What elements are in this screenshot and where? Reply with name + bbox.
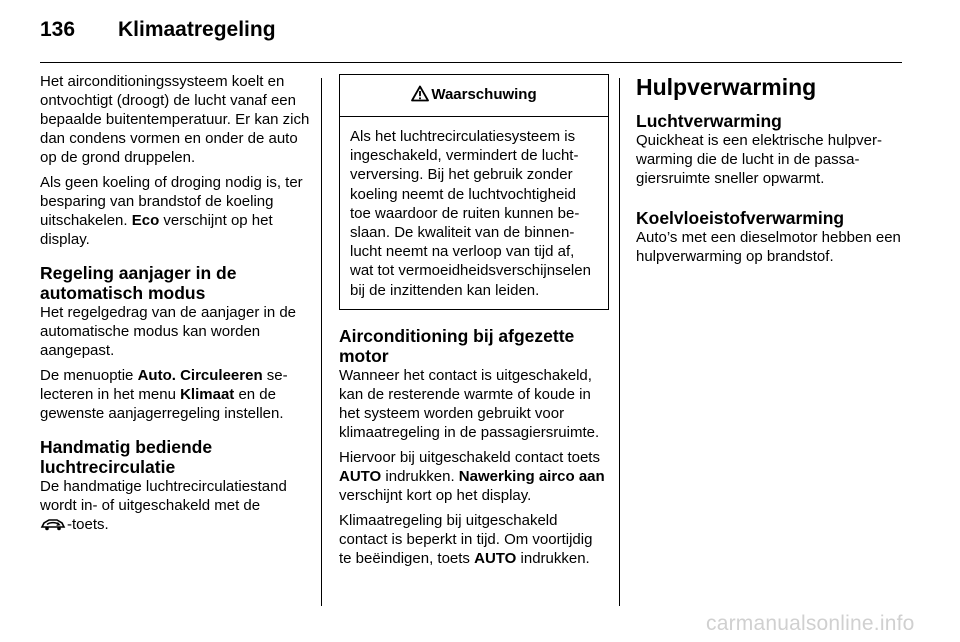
paragraph-quickheat: Quickheat is een elektrische hulpverwarming die de lucht in de passagiersruimte sneller opwarmt. [636,132,882,187]
heading-airco-afgezette-motor: Airconditioning bij afgezette motor [339,325,575,366]
paragraph-auto-toets: Hiervoor bij uitgeschakeld contact toets AUTO indrukken. Nawerking airco aan verschijnt kort op het display. [339,448,605,504]
column-divider-left [321,78,322,606]
header-rule [40,62,902,63]
warning-title: Waarschuwing [431,86,537,103]
column-middle [339,72,609,574]
paragraph-aanjager: Het regelgedrag van de aanjager in de automatische modus kan worden aangepast. [40,304,297,359]
watermark: carmanualsonline.info [706,612,915,635]
column-left [40,72,312,542]
heading-hulpverwarming: Hulpverwarming [636,74,817,100]
heading-aanjager: Regeling aanjager in de automatisch modus [40,263,237,303]
paragraph-menuoptie: De menuoptie Auto. Circuleeren selecteren in het menu Klimaat en de gewenste aanjagerregeling instellen. [40,367,288,422]
paragraph-diesel: Auto’s met een dieselmotor hebben een hulpverwarming op brandstof. [636,229,901,265]
page-number: 136 [40,18,76,41]
recirculation-car-icon [40,517,66,536]
paragraph-aircon-intro: Het airconditioningssysteem koelt en ontvochtigt (droogt) de lucht vanaf een bepaalde buitentemperatuur. Er kan zich dan condens vormen en onder de auto op de grond druppelen. [40,73,310,166]
heading-handmatig: Handmatig bediende luchtrecirculatie [40,437,213,477]
paragraph-eco: Als geen koeling of droging nodig is, ter besparing van brandstof de koeling uitschakelen. Eco verschijnt op het display. [40,174,303,248]
column-divider-right [619,78,620,606]
column-right [636,72,908,272]
eco-label: Eco [131,212,160,229]
warning-box [339,74,609,310]
paragraph-recirculatie: De handmatige luchtrecirculatiestand wordt in- of uitgeschakeld met de -toets. [40,477,312,536]
heading-luchtverwarming: Luchtverwarming [636,111,782,131]
page-title: Klimaatregeling [118,18,276,41]
warning-header [340,75,608,117]
heading-koelvloeistof: Koelvloeistofverwarming [636,208,845,228]
warning-text: Als het luchtrecirculatiesysteem is ingeschakeld, vermindert de luchtverversing. Bij het gebruik zonder koeling neemt de luchtvochtigheid toe waardoor de ruiten kunnen beslaan. De kwaliteit van de binnenlucht neemt na verloop van tijd af, wat tot vermoeidheidsverschijnselen bij de inzittenden kan leiden. [350,128,591,299]
paragraph-restwarmte: Wanneer het contact is uitgeschakeld, kan de resterende warmte of koude in het systeem worden gebruikt voor klimaatregeling in de passagiersruimte. [339,366,600,441]
paragraph-beperkt: Klimaatregeling bij uitgeschakeld contact is beperkt in tijd. Om voortijdig te beëindigen, toets AUTO indrukken. [339,511,593,567]
warning-triangle-icon [411,85,429,107]
